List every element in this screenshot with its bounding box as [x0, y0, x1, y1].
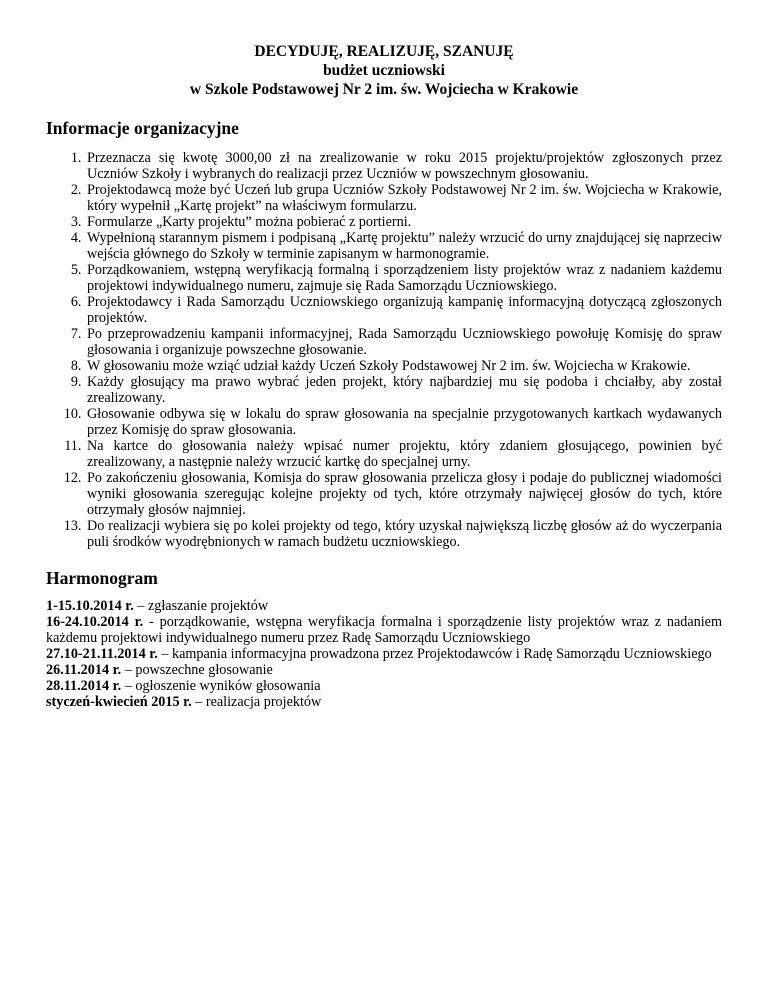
schedule-row: [46, 598, 722, 614]
list-item: 13. Do realizacji wybiera się po kolei projekty od tego, który uzyskał największą liczbę głosów aż do wyczerpania puli środków wyodrębnionych w ramach budżetu uczniowskiego.: [85, 518, 722, 550]
list-item: 12. Po zakończeniu głosowania, Komisja do spraw głosowania przelicza głosy i podaje do publicznej wiadomości wyniki głosowania szeregując kolejne projekty od tych, które otrzymały najwięcej głosów do tych, które otrzymały głosów najmniej.: [85, 470, 722, 518]
schedule-date: styczeń-kwiecień 2015 r.: [46, 694, 192, 710]
list-item: 6. Projektodawcy i Rada Samorządu Uczniowskiego organizują kampanię informacyjną dotyczącą zgłoszonych projektów.: [85, 294, 722, 326]
list-item: 11. Na kartce do głosowania należy wpisać numer projektu, który zdaniem głosującego, powinien być zrealizowany, a następnie należy wrzucić kartkę do specjalnej urny.: [85, 438, 722, 470]
section-title-info: Informacje organizacyjne: [46, 118, 239, 138]
schedule-row: [46, 662, 722, 678]
schedule-text: – powszechne głosowanie: [121, 662, 273, 678]
list-item: 4. Wypełnioną starannym pismem i podpisaną „Kartę projektu” należy wrzucić do urny znajdującej się naprzeciw wejścia głównego do Szkoły w terminie zapisanym w harmonogramie.: [85, 230, 722, 262]
list-item: 10. Głosowanie odbywa się w lokalu do spraw głosowania na specjalnie przygotowanych kartkach wydawanych przez Komisję do spraw głosowania.: [85, 406, 722, 438]
schedule-row: [46, 678, 722, 694]
list-item: 7. Po przeprowadzeniu kampanii informacyjnej, Rada Samorządu Uczniowskiego powołuję Komisję do spraw głosowania i organizuje powszechne głosowanie.: [85, 326, 722, 358]
document-header: [46, 42, 722, 99]
schedule-date: 16-24.10.2014 r.: [46, 614, 144, 630]
schedule-date: 28.11.2014 r.: [46, 678, 122, 694]
schedule-text: - porządkowanie, wstępna weryfikacja formalna i sporządzenie listy projektów wraz z nadaniem każdemu projektowi indywidualnego numeru przez Radę Samorządu Uczniowskiego: [46, 614, 722, 646]
schedule-row: [46, 614, 722, 646]
rules-list: [46, 150, 722, 550]
schedule-text: – kampania informacyjna prowadzona przez Projektodawców i Radę Samorządu Uczniowskiego: [157, 646, 712, 662]
list-item: 3. Formularze „Karty projektu” można pobierać z portierni.: [85, 214, 722, 230]
schedule-text: – realizacja projektów: [191, 694, 322, 710]
schedule-date: 26.11.2014 r.: [46, 662, 122, 678]
schedule-row: [46, 694, 722, 710]
list-item: 5. Porządkowaniem, wstępną weryfikacją formalną i sporządzeniem listy projektów wraz z nadaniem każdemu projektowi indywidualnego numeru, zajmuje się Rada Samorządu Uczniowskiego.: [85, 262, 722, 294]
schedule-date: 1-15.10.2014 r.: [46, 598, 134, 614]
list-item: 9. Każdy głosujący ma prawo wybrać jeden projekt, który najbardziej mu się podoba i chciałby, aby został zrealizowany.: [85, 374, 722, 406]
list-item: 1. Przeznacza się kwotę 3000,00 zł na zrealizowanie w roku 2015 projektu/projektów zgłoszonych przez Uczniów Szkoły i wybranych do realizacji przez Uczniów w powszechnym głosowaniu.: [85, 150, 722, 182]
header-school: w Szkole Podstawowej Nr 2 im. św. Wojciecha w Krakowie: [189, 81, 579, 98]
schedule-list: [46, 598, 722, 710]
header-title: DECYDUJĘ, REALIZUJĘ, SZANUJĘ: [254, 43, 514, 60]
schedule-text: – ogłoszenie wyników głosowania: [121, 678, 321, 694]
schedule-text: – zgłaszanie projektów: [133, 598, 269, 614]
header-subtitle: budżet uczniowski: [323, 62, 445, 79]
section-title-schedule: Harmonogram: [46, 568, 158, 588]
list-item: 8. W głosowaniu może wziąć udział każdy Uczeń Szkoły Podstawowej Nr 2 im. św. Wojciecha w Krakowie.: [85, 358, 722, 374]
list-item: 2. Projektodawcą może być Uczeń lub grupa Uczniów Szkoły Podstawowej Nr 2 im. św. Wojciecha w Krakowie, który wypełnił „Kartę projekt” na właściwym formularzu.: [85, 182, 722, 214]
schedule-date: 27.10-21.11.2014 r.: [46, 646, 158, 662]
schedule-row: [46, 646, 722, 662]
